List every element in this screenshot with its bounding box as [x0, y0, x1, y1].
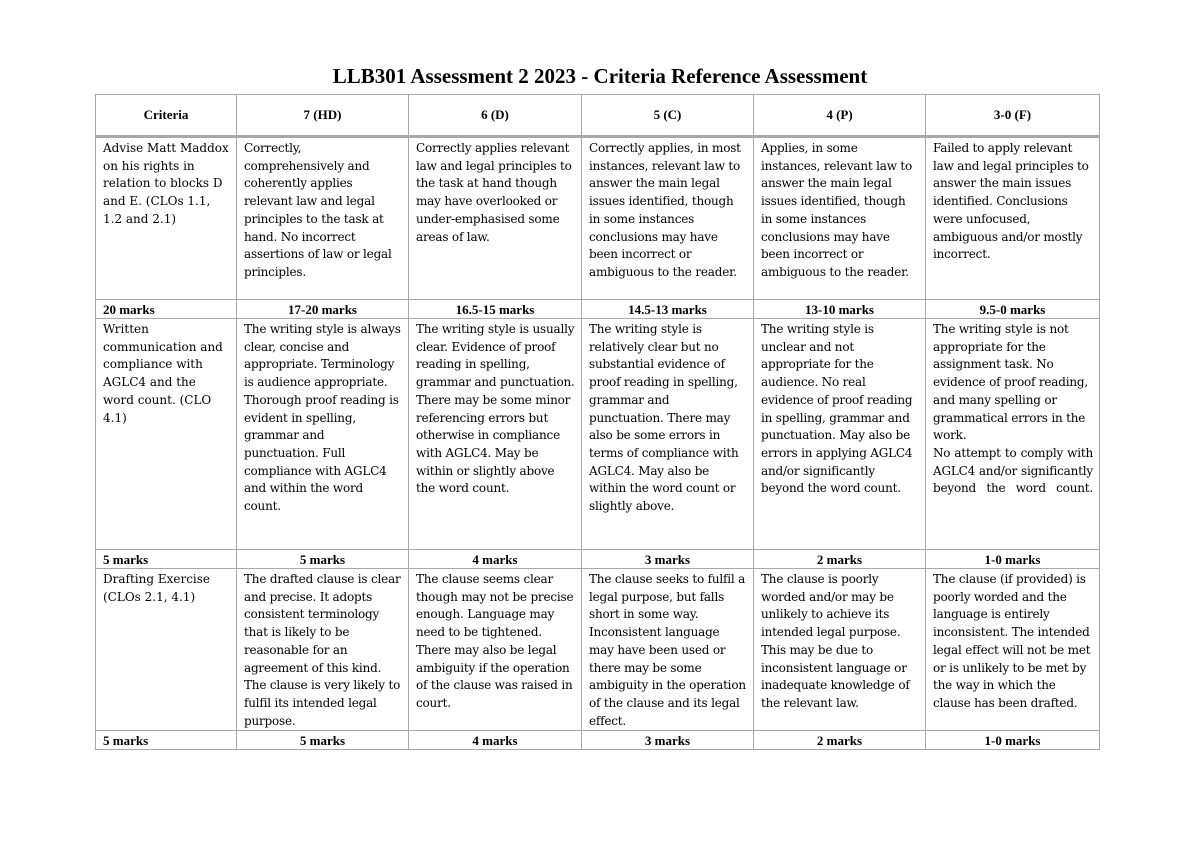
descriptor-f-justified: No attempt to comply with AGLC4 and/or significantly beyond the word count.: [933, 445, 1093, 496]
marks-d: 4 marks: [409, 550, 582, 569]
marks-p: 2 marks: [754, 550, 926, 569]
marks-d: 16.5-15 marks: [409, 300, 582, 319]
criteria-cell: Advise Matt Maddox on his rights in relation to blocks D and E. (CLOs 1.1, 1.2 and 2.1): [96, 137, 237, 300]
marks-f: 1-0 marks: [926, 550, 1100, 569]
descriptor-d: The writing style is usually clear. Evidence of proof reading in spelling, grammar and punctuation. There may be some minor referencing errors but otherwise in compliance with AGLC4. May be within or slightly above the word count.: [409, 319, 582, 550]
descriptor-c: Correctly applies, in most instances, relevant law to answer the main legal issues identified, though in some instances conclusions may have been incorrect or ambiguous to the reader.: [582, 137, 754, 300]
marks-row: [96, 550, 1100, 569]
marks-f: 9.5-0 marks: [926, 300, 1100, 319]
header-criteria: Criteria: [96, 95, 237, 137]
header-row: [96, 95, 1100, 137]
marks-hd: 5 marks: [237, 550, 409, 569]
header-p: 4 (P): [754, 95, 926, 137]
descriptor-p: Applies, in some instances, relevant law to answer the main legal issues identified, though in some instances conclusions may have been incorrect or ambiguous to the reader.: [754, 137, 926, 300]
descriptor-f: Failed to apply relevant law and legal principles to answer the main issues identified. Conclusions were unfocused, ambiguous and/or mostly incorrect.: [926, 137, 1100, 300]
descriptor-c: The writing style is relatively clear but no substantial evidence of proof reading in spelling, grammar and punctuation. There may also be some errors in terms of compliance with AGLC4. May also be within the word count or slightly above.: [582, 319, 754, 550]
header-d: 6 (D): [409, 95, 582, 137]
marks-row: [96, 731, 1100, 750]
descriptor-hd: The writing style is always clear, concise and appropriate. Terminology is audience appropriate. Thorough proof reading is evident in spelling, grammar and punctuation. Full compliance with AGLC4 and within the word count.: [237, 319, 409, 550]
descriptor-f: [926, 319, 1100, 550]
criteria-row: [96, 137, 1100, 300]
marks-c: 14.5-13 marks: [582, 300, 754, 319]
descriptor-d: Correctly applies relevant law and legal principles to the task at hand though may have overlooked or under-emphasised some areas of law.: [409, 137, 582, 300]
criteria-table: [95, 94, 1100, 750]
descriptor-c: The clause seeks to fulfil a legal purpose, but falls short in some way. Inconsistent language may have been used or there may be some ambiguity in the operation of the clause and its legal effect.: [582, 569, 754, 731]
descriptor-f: The clause (if provided) is poorly worded and the language is entirely inconsistent. The intended legal effect will not be met or is unlikely to be met by the way in which the clause has been drafted.: [926, 569, 1100, 731]
marks-p: 2 marks: [754, 731, 926, 750]
header-f: 3-0 (F): [926, 95, 1100, 137]
marks-c: 3 marks: [582, 550, 754, 569]
criteria-cell: Drafting Exercise (CLOs 2.1, 4.1): [96, 569, 237, 731]
descriptor-hd: The drafted clause is clear and precise. It adopts consistent terminology that is likely to be reasonable for an agreement of this kind. The clause is very likely to fulfil its intended legal purpose.: [237, 569, 409, 731]
marks-total: 20 marks: [96, 300, 237, 319]
descriptor-p: The clause is poorly worded and/or may be unlikely to achieve its intended legal purpose. This may be due to inconsistent language or inadequate knowledge of the relevant law.: [754, 569, 926, 731]
marks-hd: 5 marks: [237, 731, 409, 750]
criteria-cell: Written communication and compliance with AGLC4 and the word count. (CLO 4.1): [96, 319, 237, 550]
marks-row: [96, 300, 1100, 319]
marks-total: 5 marks: [96, 550, 237, 569]
header-hd: 7 (HD): [237, 95, 409, 137]
marks-total: 5 marks: [96, 731, 237, 750]
descriptor-f-text: The writing style is not appropriate for the assignment task. No evidence of proof reading, and many spelling or grammatical errors in the work.: [933, 322, 1089, 443]
page-title: LLB301 Assessment 2 2023 - Criteria Reference Assessment: [332, 64, 868, 88]
criteria-row: [96, 319, 1100, 550]
marks-p: 13-10 marks: [754, 300, 926, 319]
marks-f: 1-0 marks: [926, 731, 1100, 750]
descriptor-hd: Correctly, comprehensively and coherently applies relevant law and legal principles to the task at hand. No incorrect assertions of law or legal principles.: [237, 137, 409, 300]
marks-hd: 17-20 marks: [237, 300, 409, 319]
descriptor-d: The clause seems clear though may not be precise enough. Language may need to be tightened. There may also be legal ambiguity if the operation of the clause was raised in court.: [409, 569, 582, 731]
descriptor-p: The writing style is unclear and not appropriate for the audience. No real evidence of proof reading in spelling, grammar and punctuation. May also be errors in applying AGLC4 and/or significantly beyond the word count.: [754, 319, 926, 550]
header-c: 5 (C): [582, 95, 754, 137]
marks-d: 4 marks: [409, 731, 582, 750]
criteria-row: [96, 569, 1100, 731]
marks-c: 3 marks: [582, 731, 754, 750]
